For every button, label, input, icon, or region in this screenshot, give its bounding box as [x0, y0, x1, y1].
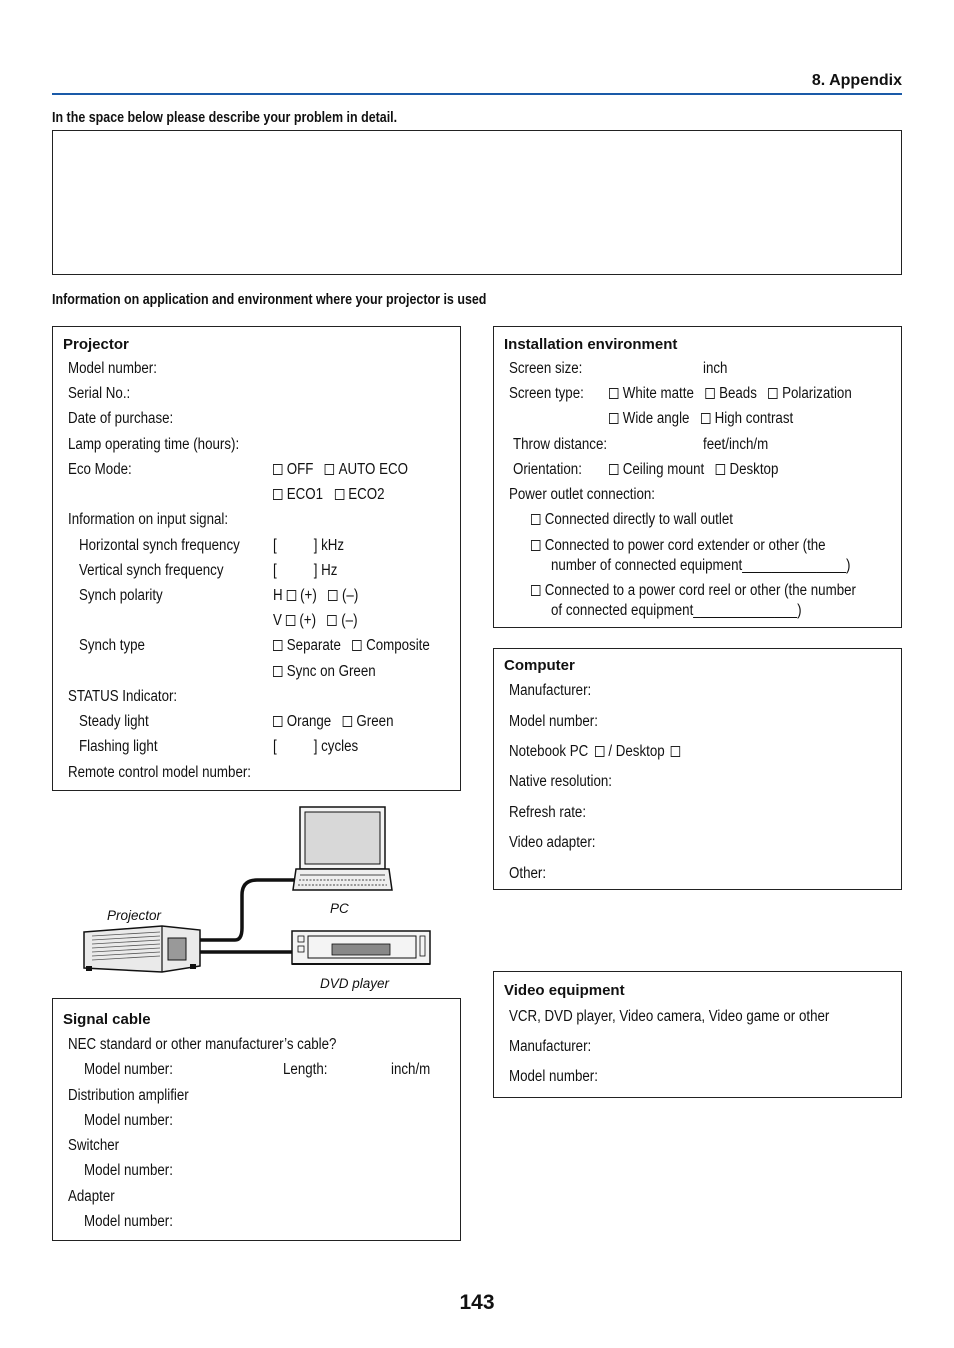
label: Refresh rate:	[509, 804, 587, 821]
synch-type-row2	[273, 663, 376, 681]
label: Synch polarity	[79, 587, 163, 604]
option-label: Sync on Green	[286, 663, 376, 680]
label: Throw distance:	[513, 436, 608, 453]
label: Screen type:	[509, 385, 584, 402]
eco-options-row1	[273, 461, 408, 479]
option-label: Separate	[286, 637, 341, 654]
checkbox[interactable]	[335, 489, 344, 500]
power-option-reel	[531, 582, 856, 600]
label: Length:	[283, 1061, 328, 1078]
label: NEC standard or other manufacturer’s cable?	[68, 1036, 337, 1053]
label: Eco Mode:	[68, 461, 132, 478]
checkbox[interactable]	[273, 716, 282, 727]
option-label-cont: number of connected equipment______________)	[551, 557, 851, 574]
page-number: 143	[459, 1291, 495, 1314]
checkbox[interactable]	[609, 464, 618, 475]
projector-title: Projector	[63, 336, 129, 353]
checkbox[interactable]	[595, 746, 604, 757]
problem-description-area[interactable]	[52, 130, 902, 275]
signal-cable-section	[52, 998, 461, 1241]
describe-prompt: In the space below please describe your problem in detail.	[52, 110, 398, 126]
label: Native resolution:	[509, 773, 612, 790]
label: Remote control model number:	[68, 764, 252, 781]
option-label: Green	[356, 713, 394, 730]
option-label: Composite	[366, 637, 430, 654]
label: Adapter	[68, 1188, 115, 1205]
label: Orientation:	[513, 461, 582, 478]
option-label: White matte	[622, 385, 694, 402]
value-field: [ ] cycles	[273, 738, 359, 755]
value-field: [ ] Hz	[273, 562, 338, 579]
power-option-extender	[531, 537, 826, 555]
polarity-v-row	[273, 612, 358, 630]
checkbox[interactable]	[273, 666, 282, 677]
eco-options-row2	[273, 486, 385, 504]
notebook-desktop-row	[509, 743, 685, 761]
diagram-label-pc: PC	[330, 901, 349, 916]
option-label: (+)	[300, 587, 317, 604]
polarity-h-row	[273, 587, 358, 605]
label: Model number:	[509, 713, 598, 730]
option-label: Ceiling mount	[622, 461, 705, 478]
option-label: Polarization	[782, 385, 852, 402]
label: Model number:	[68, 360, 157, 377]
checkbox[interactable]	[609, 388, 618, 399]
option-label-cont: of connected equipment______________)	[551, 602, 802, 619]
projector-icon	[84, 926, 200, 972]
option-label: (–)	[341, 587, 359, 604]
unit-label: feet/inch/m	[703, 436, 769, 453]
label: Serial No.:	[68, 385, 131, 402]
option-label: ECO2	[348, 486, 385, 503]
checkbox[interactable]	[531, 514, 540, 525]
installation-title: Installation environment	[504, 336, 678, 353]
option-label: OFF	[286, 461, 314, 478]
option-label: High contrast	[714, 410, 794, 427]
checkbox[interactable]	[352, 640, 361, 651]
label: Steady light	[79, 713, 149, 730]
label: Model number:	[84, 1162, 173, 1179]
computer-section	[493, 648, 902, 890]
checkbox[interactable]	[609, 413, 618, 424]
label: Flashing light	[79, 738, 158, 755]
power-option-wall	[531, 511, 733, 529]
dvd-player-icon	[292, 931, 430, 964]
label: STATUS Indicator:	[68, 688, 178, 705]
projector-section	[52, 326, 461, 791]
screen-type-row2	[609, 410, 793, 428]
option-label: H	[273, 587, 283, 604]
label: Model number:	[84, 1061, 173, 1078]
option-label: Wide angle	[622, 410, 690, 427]
option-label: / Desktop	[608, 743, 665, 760]
option-label: Desktop	[729, 461, 779, 478]
option-label: Orange	[286, 713, 332, 730]
label: Switcher	[68, 1137, 120, 1154]
screen-type-row1	[609, 385, 852, 403]
diagram-label-dvd: DVD player	[320, 976, 390, 991]
option-label: AUTO ECO	[338, 461, 409, 478]
checkbox[interactable]	[273, 464, 282, 475]
label: Date of purchase:	[68, 410, 174, 427]
checkbox[interactable]	[531, 540, 540, 551]
synch-type-row1	[273, 637, 430, 655]
checkbox[interactable]	[327, 615, 336, 626]
info-heading: Information on application and environment where your projector is used	[52, 292, 487, 308]
label: Information on input signal:	[68, 511, 229, 528]
option-label: Connected to a power cord reel or other (the number	[544, 582, 856, 599]
checkbox[interactable]	[286, 590, 295, 601]
unit-label: inch	[703, 360, 728, 377]
header-rule	[52, 93, 902, 95]
checkbox[interactable]	[768, 388, 777, 399]
checkbox[interactable]	[671, 746, 680, 757]
checkbox[interactable]	[716, 464, 725, 475]
pc-cable	[200, 880, 294, 940]
value-field: [ ] kHz	[273, 537, 345, 554]
label: Video adapter:	[509, 834, 596, 851]
video-title: Video equipment	[504, 982, 625, 999]
option-label: (–)	[341, 612, 358, 629]
signal-title: Signal cable	[63, 1011, 151, 1028]
option-label: Notebook PC	[509, 743, 589, 760]
pc-icon	[293, 807, 392, 890]
label: VCR, DVD player, Video camera, Video game or other	[509, 1008, 830, 1025]
installation-section	[493, 326, 902, 628]
diagram-label-projector: Projector	[107, 908, 162, 923]
checkbox[interactable]	[286, 615, 295, 626]
label: Distribution amplifier	[68, 1087, 189, 1104]
checkbox[interactable]	[705, 388, 714, 399]
option-label: Connected to power cord extender or other (the	[544, 537, 826, 554]
label: Horizontal synch frequency	[79, 537, 240, 554]
checkbox[interactable]	[701, 413, 710, 424]
checkbox[interactable]	[343, 716, 352, 727]
video-equipment-section	[493, 971, 902, 1098]
label: Lamp operating time (hours):	[68, 436, 240, 453]
option-label: Connected directly to wall outlet	[544, 511, 733, 528]
unit-label: inch/m	[391, 1061, 431, 1078]
computer-title: Computer	[504, 657, 575, 674]
option-label: Beads	[719, 385, 757, 402]
checkbox[interactable]	[531, 585, 540, 596]
label: Manufacturer:	[509, 1038, 592, 1055]
orientation-options	[609, 461, 778, 479]
label: Model number:	[84, 1213, 173, 1230]
option-label: ECO1	[286, 486, 324, 503]
label: Screen size:	[509, 360, 583, 377]
steady-options	[273, 713, 393, 731]
label: Model number:	[84, 1112, 173, 1129]
label: Vertical synch frequency	[79, 562, 224, 579]
section-title: 8. Appendix	[811, 72, 902, 89]
option-label: (+)	[299, 612, 317, 629]
label: Power outlet connection:	[509, 486, 655, 503]
label: Other:	[509, 865, 547, 882]
label: Manufacturer:	[509, 682, 592, 699]
checkbox[interactable]	[328, 590, 337, 601]
checkbox[interactable]	[273, 640, 282, 651]
label: Synch type	[79, 637, 145, 654]
checkbox[interactable]	[273, 489, 282, 500]
connection-diagram	[52, 800, 452, 995]
label: Model number:	[509, 1068, 598, 1085]
option-label: V	[273, 612, 282, 629]
checkbox[interactable]	[325, 464, 334, 475]
